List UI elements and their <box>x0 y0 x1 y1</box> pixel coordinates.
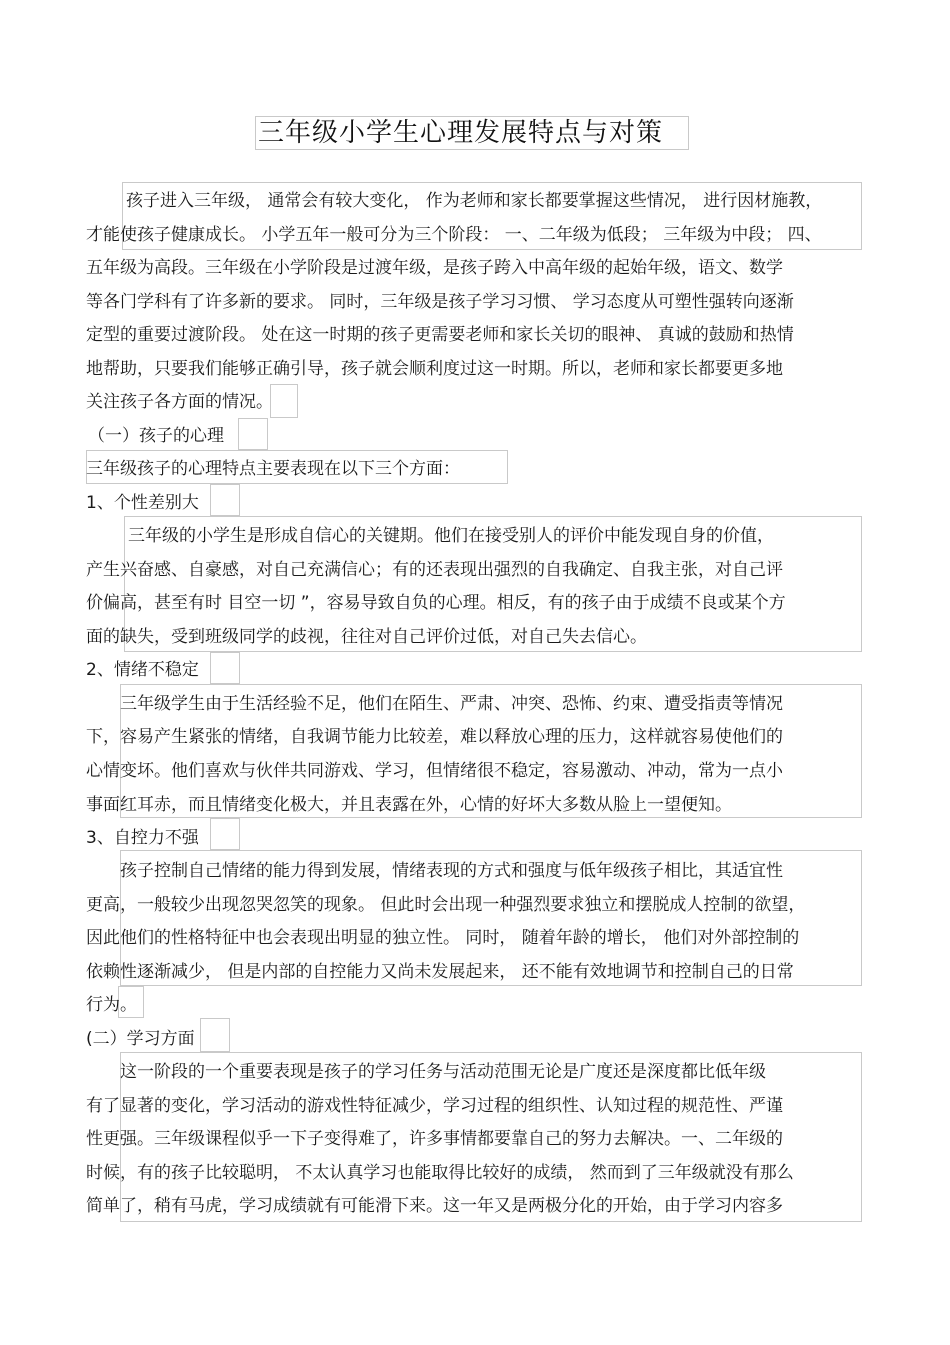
text-line: 三年级学生由于生活经验不足，他们在陌生、严肃、冲突、恐怖、约束、遭受指责等情况 <box>120 694 783 714</box>
text-line: 因此他们的性格特征中也会表现出明显的独立性。 同时， 随着年龄的增长， 他们对外部控制的 <box>86 928 800 948</box>
text-line: 三年级孩子的心理特点主要表现在以下三个方面： <box>86 459 460 479</box>
heading-box-5 <box>200 1018 230 1052</box>
text-line: 更高，一般较少出现忽哭忽笑的现象。 但此时会出现一种强烈要求独立和摆脱成人控制的欲望， <box>86 895 806 915</box>
text-line: 依赖性逐渐减少， 但是内部的自控能力又尚未发展起来， 还不能有效地调节和控制自己的日常 <box>86 962 794 982</box>
text-line: 行为。 <box>86 995 137 1015</box>
text-line: 等各门学科有了许多新的要求。 同时，三年级是孩子学习习惯、 学习态度从可塑性强转向逐渐 <box>86 292 794 312</box>
text-line: 简单了，稍有马虎，学习成绩就有可能滑下来。这一年又是两极分化的开始，由于学习内容多 <box>86 1196 783 1216</box>
section-heading: （一）孩子的心理 <box>88 426 224 446</box>
text-line: 定型的重要过渡阶段。 处在这一时期的孩子更需要老师和家长关切的眼神、 真诚的鼓励和热情 <box>86 325 794 345</box>
subsection-heading: 1、个性差别大 <box>86 493 199 513</box>
text-line: 时候，有的孩子比较聪明， 不太认真学习也能取得比较好的成绩， 然而到了三年级就没有那么 <box>86 1163 794 1183</box>
text-line: 才能使孩子健康成长。 小学五年一般可分为三个阶段： 一、二年级为低段； 三年级为中段； 四、 <box>86 225 822 245</box>
text-line: 关注孩子各方面的情况。 <box>86 392 273 412</box>
text-line: 心情变坏。他们喜欢与伙伴共同游戏、学习，但情绪很不稳定，容易激动、冲动，常为一点小 <box>86 761 783 781</box>
subsection-heading: 2、情绪不稳定 <box>86 660 199 680</box>
text-line: 价偏高，甚至有时 目空一切 ”，容易导致自负的心理。相反，有的孩子由于成绩不良或某个方 <box>86 593 786 613</box>
text-line: 有了显著的变化，学习活动的游戏性特征减少，学习过程的组织性、认知过程的规范性、严谨 <box>86 1096 783 1116</box>
text-line: 三年级的小学生是形成自信心的关键期。他们在接受别人的评价中能发现自身的价值， <box>128 526 774 546</box>
heading-box-3 <box>210 652 240 684</box>
heading-box-2 <box>210 484 240 516</box>
text-line: 产生兴奋感、自豪感，对自己充满信心；有的还表现出强烈的自我确定、自我主张，对自己评 <box>86 560 783 580</box>
subsection-heading: 3、自控力不强 <box>86 828 199 848</box>
text-line: 孩子控制自己情绪的能力得到发展，情绪表现的方式和强度与低年级孩子相比，其适宜性 <box>120 861 783 881</box>
text-line: 下，容易产生紧张的情绪，自我调节能力比较差，难以释放心理的压力，这样就容易使他们的 <box>86 727 783 747</box>
text-line: 事面红耳赤，而且情绪变化极大，并且表露在外，心情的好坏大多数从脸上一望便知。 <box>86 795 732 815</box>
section-heading: (二）学习方面 <box>86 1029 195 1049</box>
text-line: 地帮助，只要我们能够正确引导，孩子就会顺利度过这一时期。所以，老师和家长都要更多地 <box>86 359 783 379</box>
heading-box-4 <box>210 818 240 850</box>
paragraph-box-intro-end <box>270 384 298 418</box>
text-line: 面的缺失，受到班级同学的歧视，往往对自己评价过低，对自己失去信心。 <box>86 627 647 647</box>
text-line: 性更强。三年级课程似乎一下子变得难了，许多事情都要靠自己的努力去解决。一、二年级的 <box>86 1129 783 1149</box>
text-line: 这一阶段的一个重要表现是孩子的学习任务与活动范围无论是广度还是深度都比低年级 <box>120 1062 766 1082</box>
text-line: 孩子进入三年级， 通常会有较大变化， 作为老师和家长都要掌握这些情况， 进行因材施教， <box>126 191 823 211</box>
document-title: 三年级小学生心理发展特点与对策 <box>258 118 664 148</box>
heading-box-1 <box>238 418 268 450</box>
text-line: 五年级为高段。三年级在小学阶段是过渡年级，是孩子跨入中高年级的起始年级，语文、数学 <box>86 258 783 278</box>
